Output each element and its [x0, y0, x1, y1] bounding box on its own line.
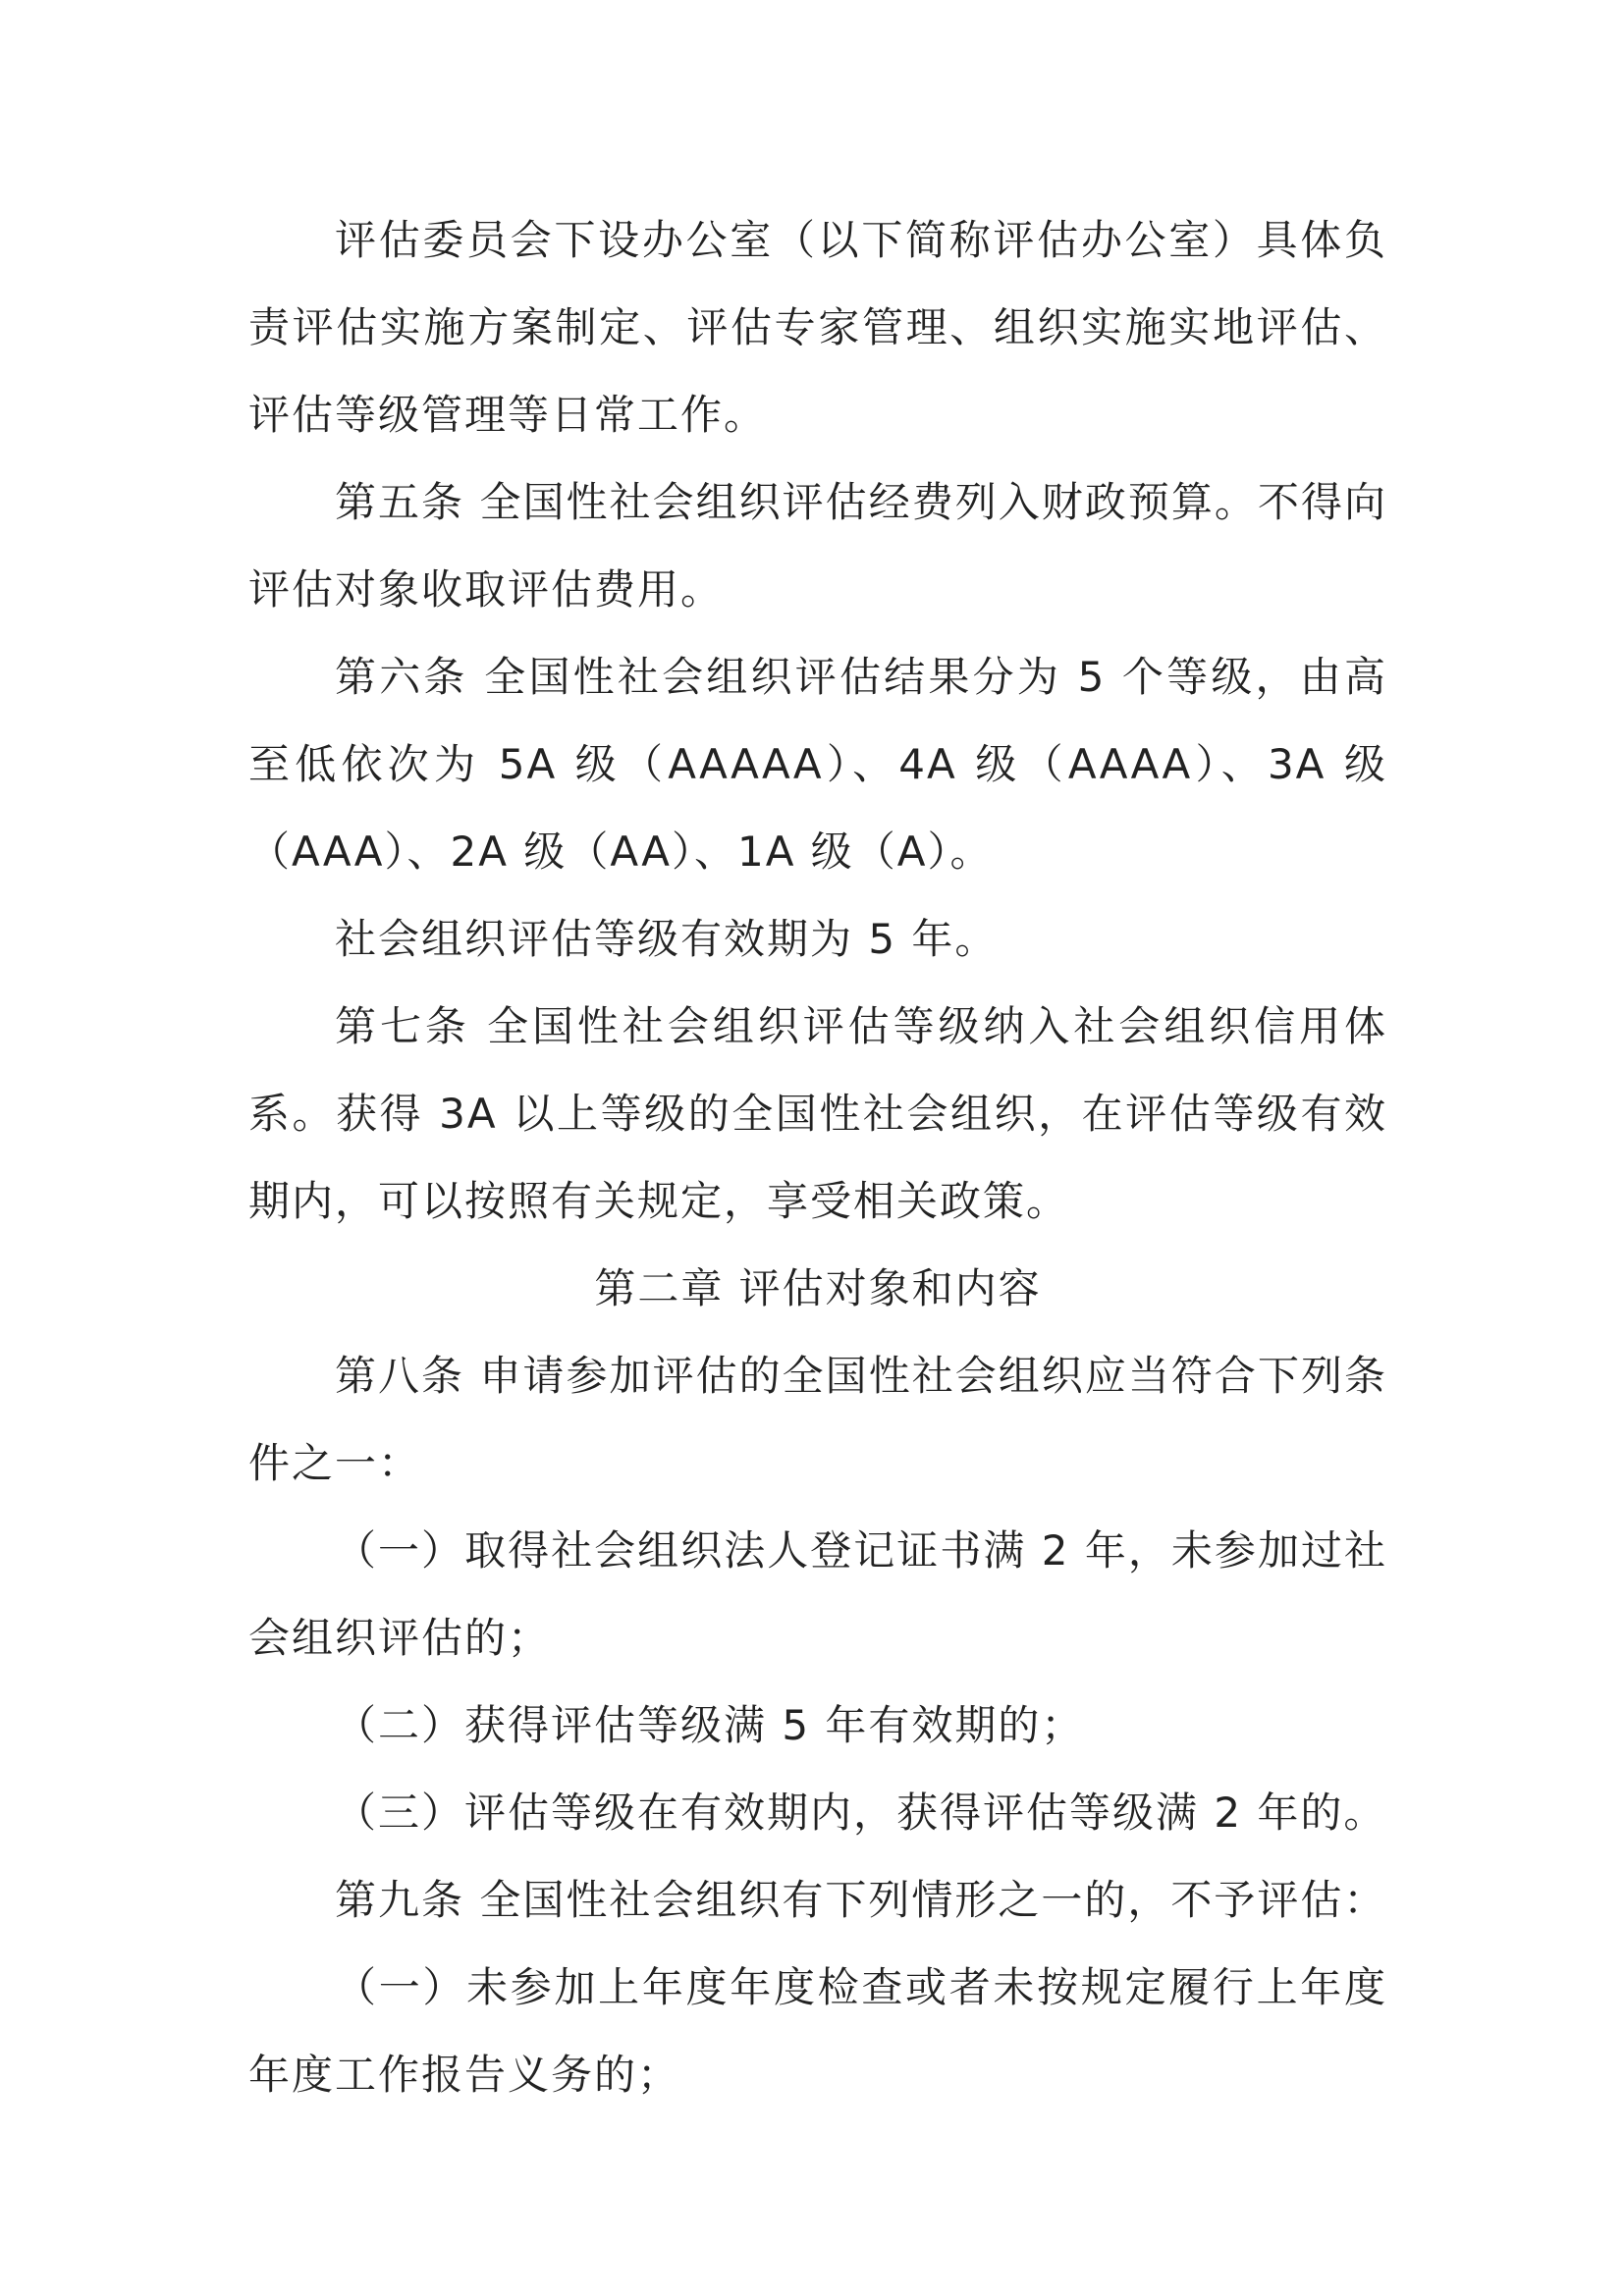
paragraph-article-8-item-3: （三）评估等级在有效期内，获得评估等级满 2 年的。 [335, 1789, 1387, 1837]
paragraph-validity-period: 社会组织评估等级有效期为 5 年。 [335, 915, 999, 963]
paragraph-article-5: 第五条 全国性社会组织评估经费列入财政预算。不得向评估对象收取评估费用。 [248, 478, 1387, 614]
document-page [248, 196, 1387, 2118]
paragraph-article-9-item-1: （一）未参加上年度年度检查或者未按规定履行上年度年度工作报告义务的； [248, 1963, 1387, 2099]
paragraph-article-8-item-1: （一）取得社会组织法人登记证书满 2 年，未参加过社会组织评估的； [248, 1526, 1387, 1662]
paragraph-article-8-item-2: （二）获得评估等级满 5 年有效期的； [335, 1701, 1085, 1749]
paragraph-evaluation-office: 评估委员会下设办公室（以下简称评估办公室）具体负责评估实施方案制定、评估专家管理、组织实施实地评估、评估等级管理等日常工作。 [248, 216, 1387, 439]
paragraph-article-7: 第七条 全国性社会组织评估等级纳入社会组织信用体系。获得 3A 以上等级的全国性社会组织，在评估等级有效期内，可以按照有关规定，享受相关政策。 [248, 1002, 1387, 1225]
chapter-heading: 第二章 评估对象和内容 [594, 1264, 1042, 1312]
paragraph-article-6: 第六条 全国性社会组织评估结果分为 5 个等级，由高至低依次为 5A 级（AAAAA）、4A 级（AAAA）、3A 级（AAA）、2A 级（AA）、1A 级（A）。 [248, 653, 1387, 876]
paragraph-article-8: 第八条 申请参加评估的全国性社会组织应当符合下列条件之一： [248, 1352, 1387, 1487]
paragraph-article-9: 第九条 全国性社会组织有下列情形之一的，不予评估： [335, 1876, 1387, 1924]
